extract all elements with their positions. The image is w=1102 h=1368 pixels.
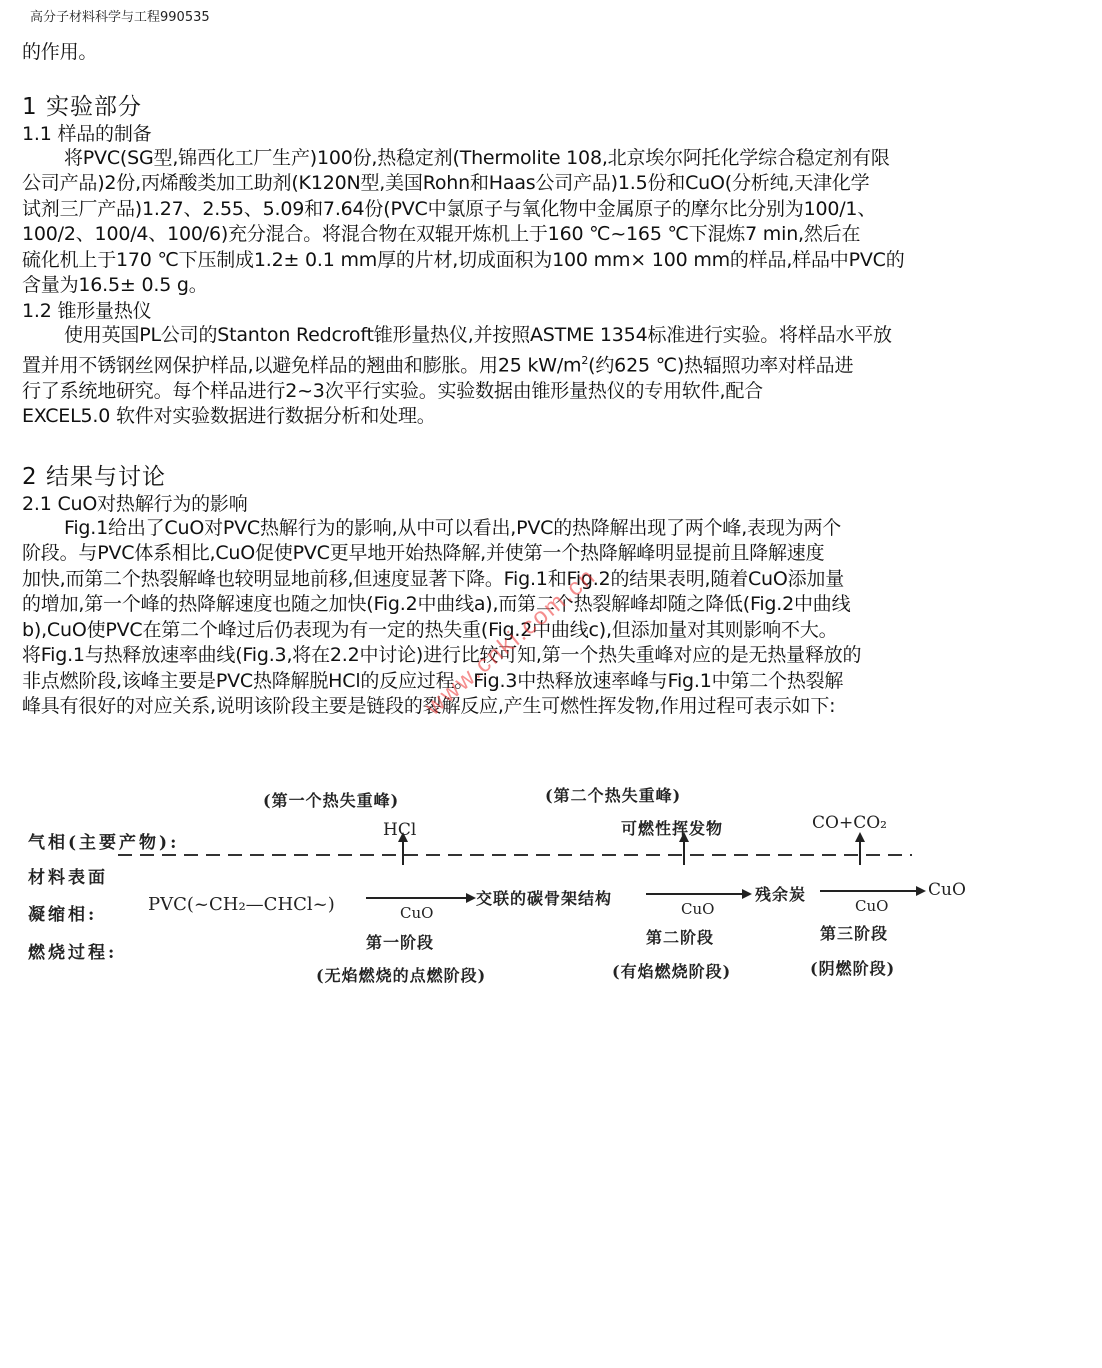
- reaction-arrow-2-head: [742, 889, 752, 899]
- paragraph-line: 将Fig.1与热释放速率曲线(Fig.3,将在2.2中讨论)进行比较可知,第一个热失重峰对应的是无热量释放的: [22, 644, 862, 667]
- text-run: (约625 ℃)热辐照功率对样品进: [588, 354, 854, 377]
- article-body: [22, 40, 982, 720]
- paragraph-line: 公司产品)2份,丙烯酸类加工助剂(K120N型,美国Rohn和Haas公司产品)1.5份和CuO(分析纯,天津化学: [22, 172, 870, 194]
- stage3-label: 第三阶段: [820, 924, 889, 943]
- paragraph-line: 硫化机上于170 ℃下压制成1.2± 0.1 mm厚的片材,切成面积为100 mm× 100 mm的样品,样品中PVC的: [22, 248, 905, 271]
- paragraph-line: 使用英国PL公司的Stanton Redcroft锥形量热仪,并按照ASTME 1354标准进行实验。将样品水平放: [64, 323, 892, 346]
- row-label-surface: 材料表面: [28, 868, 108, 888]
- peak2-label: (第二个热失重峰): [545, 786, 682, 805]
- stage2-description: (有焰燃烧阶段): [612, 962, 732, 981]
- pvc-formula: PVC(~CH₂—CHCl~): [148, 894, 335, 915]
- hcl-product: HCl: [383, 820, 417, 840]
- paragraph-line: 100/2、100/4、100/6)充分混合。将混合物在双辊开炼机上于160 ℃~165 ℃下混炼7 min,然后在: [22, 223, 861, 245]
- section-heading: 2 结果与讨论: [22, 463, 166, 490]
- cuo-catalyst-label: CuO: [681, 900, 715, 918]
- subsection-heading: 2.1 CuO对热解行为的影响: [22, 492, 248, 515]
- volatiles-product: 可燃性挥发物: [621, 819, 724, 838]
- paragraph-line: 的增加,第一个峰的热降解速度也随之加快(Fig.2中曲线a),而第二个热裂解峰却随之降低(Fig.2中曲线: [22, 593, 851, 616]
- subsection-heading: 1.2 锥形量热仪: [22, 299, 152, 322]
- cuo-catalyst-label: CuO: [400, 904, 434, 922]
- row-label-gas: 气相(主要产物):: [28, 833, 180, 853]
- paragraph-line: 非点燃阶段,该峰主要是PVC热降解脱HCl的反应过程。Fig.3中热释放速率峰与Fig.1中第二个热裂解: [22, 669, 844, 692]
- stage3-description: (阴燃阶段): [810, 959, 896, 978]
- row-label-condensed: 凝缩相:: [28, 905, 98, 925]
- cuo-catalyst-label: CuO: [855, 897, 889, 915]
- paragraph-line: 的作用。: [22, 41, 98, 63]
- up-arrow-co-head: [855, 832, 865, 842]
- paragraph-line: Fig.1给出了CuO对PVC热解行为的影响,从中可以看出,PVC的热降解出现了两个峰,表现为两个: [64, 516, 842, 539]
- cuo-product: CuO: [928, 880, 966, 900]
- paragraph-line: EXCEL5.0 软件对实验数据进行数据分析和处理。: [22, 405, 436, 428]
- paragraph-line: 试剂三厂产品)1.27、2.55、5.09和7.64份(PVC中氯原子与氧化物中金属原子的摩尔比分别为100/1、: [22, 197, 877, 220]
- paragraph-line: 加快,而第二个热裂解峰也较明显地前移,但速度显著下降。Fig.1和Fig.2的结果表明,随着CuO添加量: [22, 567, 845, 590]
- superscript: 2: [581, 354, 589, 367]
- stage2-label: 第二阶段: [646, 928, 715, 947]
- site-watermark: www.cnki.com.cn: [420, 562, 602, 721]
- paragraph-line: b),CuO使PVC在第二个峰过后仍表现为有一定的热失重(Fig.2中曲线c),但添加量对其则影响不大。: [22, 618, 838, 641]
- paragraph-line: 阶段。与PVC体系相比,CuO促使PVC更早地开始热降解,并使第一个热降解峰明显提前且降解速度: [22, 542, 825, 565]
- co-product: CO+CO₂: [812, 813, 887, 833]
- stage1-description: (无焰燃烧的点燃阶段): [316, 966, 487, 985]
- row-label-process: 燃烧过程:: [28, 943, 118, 963]
- reaction-arrow-1-head: [466, 893, 476, 903]
- text-run: 置并用不锈钢丝网保护样品,以避免样品的翘曲和膨胀。用25 kW/m: [22, 354, 582, 377]
- subsection-heading: 1.1 样品的制备: [22, 122, 152, 145]
- carbon-skeleton: 交联的碳骨架结构: [476, 889, 613, 908]
- paragraph-line: [22, 348, 982, 379]
- reaction-arrow-3-head: [916, 886, 926, 896]
- paragraph-line: 将PVC(SG型,锦西化工厂生产)100份,热稳定剂(Thermolite 108,北京埃尔阿托化学综合稳定剂有限: [64, 146, 890, 169]
- page-header: 高分子材料科学与工程990535: [30, 10, 210, 25]
- residual-char: 残余炭: [755, 885, 807, 904]
- stage1-label: 第一阶段: [366, 933, 435, 952]
- reaction-scheme: [0, 770, 1102, 990]
- paragraph-line: 含量为16.5± 0.5 g。: [22, 274, 208, 296]
- section-heading: 1 实验部分: [22, 93, 142, 120]
- paragraph-line: 峰具有很好的对应关系,说明该阶段主要是链段的裂解反应,产生可燃性挥发物,作用过程可表示如下:: [22, 695, 836, 718]
- paragraph-line: 行了系统地研究。每个样品进行2~3次平行实验。实验数据由锥形量热仪的专用软件,配合: [22, 379, 763, 402]
- peak1-label: (第一个热失重峰): [263, 791, 400, 810]
